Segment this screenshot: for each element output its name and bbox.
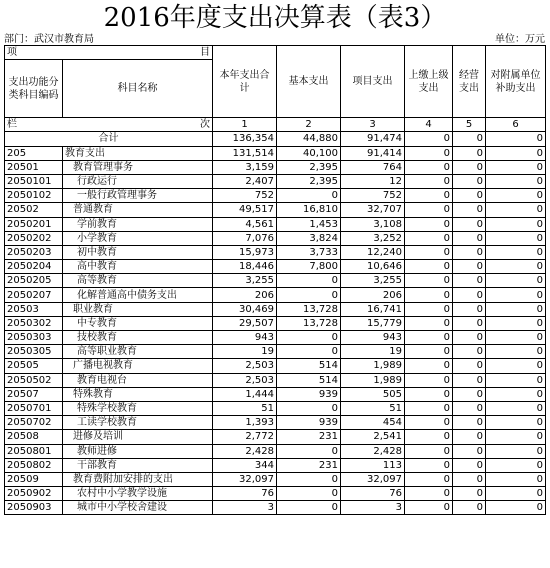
table-row	[5, 260, 546, 274]
cell-business: 0	[453, 174, 486, 188]
table-row	[5, 359, 546, 373]
cell-basic: 939	[277, 387, 341, 401]
cell-code: 2050802	[5, 458, 63, 472]
cell-project: 19	[341, 345, 405, 359]
table-row	[5, 501, 546, 515]
cell-code: 20501	[5, 160, 63, 174]
cell-basic: 0	[277, 288, 341, 302]
cell-subsidy: 0	[486, 487, 546, 501]
cell-name: 化解普通高中债务支出	[63, 288, 213, 302]
cell-upper: 0	[405, 331, 453, 345]
cell-basic: 514	[277, 359, 341, 373]
cell-business: 0	[453, 444, 486, 458]
cell-subsidy: 0	[486, 416, 546, 430]
cell-subsidy: 0	[486, 302, 546, 316]
table-row	[5, 444, 546, 458]
cell-total: 51	[213, 401, 277, 415]
cell-name: 进修及培训	[63, 430, 213, 444]
cell-upper: 0	[405, 288, 453, 302]
table-row	[5, 174, 546, 188]
cell-upper: 0	[405, 231, 453, 245]
cell-subsidy: 0	[486, 345, 546, 359]
cell-business: 0	[453, 458, 486, 472]
cell-name: 高等教育	[63, 274, 213, 288]
cell-code: 205	[5, 146, 63, 160]
cell-project: 91,474	[341, 132, 405, 146]
cell-basic: 0	[277, 345, 341, 359]
cell-name: 高中教育	[63, 260, 213, 274]
header-lan-cell	[5, 118, 213, 132]
cell-project: 113	[341, 458, 405, 472]
cell-business: 0	[453, 373, 486, 387]
table-row	[5, 231, 546, 245]
cell-name: 初中教育	[63, 245, 213, 259]
cell-total: 49,517	[213, 203, 277, 217]
cell-basic: 0	[277, 331, 341, 345]
cell-name: 高等职业教育	[63, 345, 213, 359]
cell-basic: 44,880	[277, 132, 341, 146]
cell-subsidy: 0	[486, 288, 546, 302]
cell-upper: 0	[405, 189, 453, 203]
cell-business: 0	[453, 288, 486, 302]
cell-name: 普通教育	[63, 203, 213, 217]
cell-business: 0	[453, 231, 486, 245]
table-row	[5, 458, 546, 472]
cell-code: 2050205	[5, 274, 63, 288]
cell-name: 技校教育	[63, 331, 213, 345]
table-row	[5, 401, 546, 415]
cell-total: 344	[213, 458, 277, 472]
cell-upper: 0	[405, 245, 453, 259]
cell-name: 中专教育	[63, 316, 213, 330]
cell-basic: 3,824	[277, 231, 341, 245]
cell-code: 20505	[5, 359, 63, 373]
cell-subsidy: 0	[486, 231, 546, 245]
cell-project: 15,779	[341, 316, 405, 330]
cell-total: 4,561	[213, 217, 277, 231]
cell-project: 12	[341, 174, 405, 188]
cell-basic: 0	[277, 189, 341, 203]
cell-subsidy: 0	[486, 217, 546, 231]
header-lan-left: 栏	[7, 119, 17, 131]
cell-code: 2050801	[5, 444, 63, 458]
cell-business: 0	[453, 345, 486, 359]
cell-business: 0	[453, 274, 486, 288]
cell-upper: 0	[405, 203, 453, 217]
cell-project: 3	[341, 501, 405, 515]
cell-total: 3	[213, 501, 277, 515]
cell-total: 7,076	[213, 231, 277, 245]
cell-basic: 0	[277, 274, 341, 288]
cell-basic: 0	[277, 444, 341, 458]
cell-project: 3,255	[341, 274, 405, 288]
cell-code: 2050102	[5, 189, 63, 203]
cell-project: 2,541	[341, 430, 405, 444]
cell-project: 32,707	[341, 203, 405, 217]
cell-code: 20507	[5, 387, 63, 401]
cell-name: 小学教育	[63, 231, 213, 245]
cell-upper: 0	[405, 458, 453, 472]
table-row	[5, 146, 546, 160]
cell-code: 2050302	[5, 316, 63, 330]
cell-total: 3,255	[213, 274, 277, 288]
cell-upper: 0	[405, 359, 453, 373]
cell-total: 29,507	[213, 316, 277, 330]
table-row	[5, 387, 546, 401]
cell-subsidy: 0	[486, 174, 546, 188]
cell-code: 2050305	[5, 345, 63, 359]
page-title: 2016年度支出决算表（表3）	[103, 3, 447, 33]
cell-total: 1,444	[213, 387, 277, 401]
cell-upper: 0	[405, 430, 453, 444]
cell-total: 3,159	[213, 160, 277, 174]
cell-basic: 0	[277, 501, 341, 515]
cell-name: 职业教育	[63, 302, 213, 316]
cell-business: 0	[453, 260, 486, 274]
cell-business: 0	[453, 416, 486, 430]
cell-subsidy: 0	[486, 401, 546, 415]
table-row	[5, 472, 546, 486]
index-cell: 5	[453, 118, 486, 132]
cell-project: 1,989	[341, 373, 405, 387]
cell-name: 城市中小学校舍建设	[63, 501, 213, 515]
cell-upper: 0	[405, 274, 453, 288]
cell-basic: 13,728	[277, 316, 341, 330]
cell-code: 2050303	[5, 331, 63, 345]
table-row	[5, 316, 546, 330]
cell-code: 20503	[5, 302, 63, 316]
cell-code: 20508	[5, 430, 63, 444]
table-row	[5, 430, 546, 444]
cell-basic: 2,395	[277, 174, 341, 188]
header-row-index	[5, 118, 546, 132]
table-row	[5, 160, 546, 174]
cell-code: 20502	[5, 203, 63, 217]
cell-upper: 0	[405, 345, 453, 359]
cell-name: 广播电视教育	[63, 359, 213, 373]
unit-label: 单位：万元	[495, 34, 545, 45]
cell-upper: 0	[405, 387, 453, 401]
cell-upper: 0	[405, 316, 453, 330]
cell-code: 2050101	[5, 174, 63, 188]
cell-name: 特殊学校教育	[63, 401, 213, 415]
cell-project: 32,097	[341, 472, 405, 486]
cell-project: 752	[341, 189, 405, 203]
cell-basic: 2,395	[277, 160, 341, 174]
cell-project: 505	[341, 387, 405, 401]
cell-subsidy: 0	[486, 444, 546, 458]
cell-business: 0	[453, 245, 486, 259]
cell-subsidy: 0	[486, 501, 546, 515]
cell-subsidy: 0	[486, 359, 546, 373]
cell-project: 3,108	[341, 217, 405, 231]
cell-total: 131,514	[213, 146, 277, 160]
cell-business: 0	[453, 217, 486, 231]
cell-project: 3,252	[341, 231, 405, 245]
cell-total: 32,097	[213, 472, 277, 486]
header-row-item	[5, 46, 546, 60]
cell-upper: 0	[405, 444, 453, 458]
cell-subsidy: 0	[486, 146, 546, 160]
cell-basic: 40,100	[277, 146, 341, 160]
cell-total: 2,428	[213, 444, 277, 458]
cell-subsidy: 0	[486, 274, 546, 288]
cell-code: 2050207	[5, 288, 63, 302]
cell-business: 0	[453, 472, 486, 486]
table-row	[5, 331, 546, 345]
cell-total: 1,393	[213, 416, 277, 430]
cell-business: 0	[453, 316, 486, 330]
cell-basic: 1,453	[277, 217, 341, 231]
cell-name: 干部教育	[63, 458, 213, 472]
table-row	[5, 245, 546, 259]
cell-subsidy: 0	[486, 160, 546, 174]
cell-project: 16,741	[341, 302, 405, 316]
cell-name: 工读学校教育	[63, 416, 213, 430]
cell-subsidy: 0	[486, 245, 546, 259]
header-project: 项目支出	[341, 46, 405, 118]
cell-subsidy: 0	[486, 189, 546, 203]
cell-project: 764	[341, 160, 405, 174]
cell-upper: 0	[405, 472, 453, 486]
cell-business: 0	[453, 387, 486, 401]
table-row	[5, 345, 546, 359]
cell-basic: 7,800	[277, 260, 341, 274]
cell-upper: 0	[405, 174, 453, 188]
cell-total: 136,354	[213, 132, 277, 146]
cell-name: 教育管理事务	[63, 160, 213, 174]
cell-total: 2,503	[213, 373, 277, 387]
index-cell: 2	[277, 118, 341, 132]
expenditure-table	[4, 45, 546, 515]
cell-upper: 0	[405, 132, 453, 146]
cell-business: 0	[453, 487, 486, 501]
table-row	[5, 274, 546, 288]
cell-name: 特殊教育	[63, 387, 213, 401]
header-lan-right: 次	[200, 119, 210, 131]
cell-total: 18,446	[213, 260, 277, 274]
cell-upper: 0	[405, 401, 453, 415]
cell-name: 农村中小学教学设施	[63, 487, 213, 501]
header-item-right: 目	[200, 47, 210, 59]
cell-subsidy: 0	[486, 331, 546, 345]
cell-total: 15,973	[213, 245, 277, 259]
cell-business: 0	[453, 401, 486, 415]
cell-business: 0	[453, 359, 486, 373]
cell-project: 943	[341, 331, 405, 345]
cell-total: 752	[213, 189, 277, 203]
cell-project: 2,428	[341, 444, 405, 458]
cell-subsidy: 0	[486, 132, 546, 146]
cell-subsidy: 0	[486, 472, 546, 486]
table-row	[5, 203, 546, 217]
index-cell: 3	[341, 118, 405, 132]
cell-code: 2050903	[5, 501, 63, 515]
cell-basic: 231	[277, 458, 341, 472]
cell-total: 206	[213, 288, 277, 302]
cell-basic: 0	[277, 472, 341, 486]
cell-upper: 0	[405, 302, 453, 316]
cell-project: 51	[341, 401, 405, 415]
header-total: 本年支出合计	[213, 46, 277, 118]
cell-name: 学前教育	[63, 217, 213, 231]
header-subsidy: 对附属单位补助支出	[486, 46, 546, 118]
cell-total: 2,772	[213, 430, 277, 444]
index-cell: 4	[405, 118, 453, 132]
cell-code: 2050702	[5, 416, 63, 430]
cell-name: 教育电视台	[63, 373, 213, 387]
department-label: 部门：武汉市教育局	[4, 34, 94, 45]
cell-business: 0	[453, 203, 486, 217]
cell-business: 0	[453, 160, 486, 174]
cell-total: 943	[213, 331, 277, 345]
cell-upper: 0	[405, 146, 453, 160]
header-upper: 上缴上级支出	[405, 46, 453, 118]
cell-business: 0	[453, 501, 486, 515]
cell-business: 0	[453, 132, 486, 146]
table-row	[5, 189, 546, 203]
cell-total: 76	[213, 487, 277, 501]
cell-total: 30,469	[213, 302, 277, 316]
cell-basic: 0	[277, 487, 341, 501]
cell-subsidy: 0	[486, 373, 546, 387]
cell-upper: 0	[405, 217, 453, 231]
cell-subsidy: 0	[486, 203, 546, 217]
cell-business: 0	[453, 430, 486, 444]
cell-basic: 939	[277, 416, 341, 430]
cell-business: 0	[453, 302, 486, 316]
table-row	[5, 288, 546, 302]
cell-project: 91,414	[341, 146, 405, 160]
header-item-left: 项	[7, 47, 17, 59]
cell-basic: 0	[277, 401, 341, 415]
cell-code: 2050204	[5, 260, 63, 274]
cell-subsidy: 0	[486, 430, 546, 444]
cell-name: 教育支出	[63, 146, 213, 160]
cell-project: 10,646	[341, 260, 405, 274]
cell-upper: 0	[405, 487, 453, 501]
cell-upper: 0	[405, 160, 453, 174]
cell-upper: 0	[405, 416, 453, 430]
cell-code: 2050701	[5, 401, 63, 415]
table-row	[5, 416, 546, 430]
cell-basic: 16,810	[277, 203, 341, 217]
cell-name: 教育费附加安排的支出	[63, 472, 213, 486]
header-item-cell	[5, 46, 213, 60]
cell-basic: 231	[277, 430, 341, 444]
cell-total: 2,407	[213, 174, 277, 188]
cell-code: 2050902	[5, 487, 63, 501]
header-name: 科目名称	[63, 60, 213, 118]
cell-basic: 3,733	[277, 245, 341, 259]
cell-project: 12,240	[341, 245, 405, 259]
cell-code: 2050502	[5, 373, 63, 387]
cell-upper: 0	[405, 373, 453, 387]
cell-total: 19	[213, 345, 277, 359]
cell-project: 206	[341, 288, 405, 302]
cell-code: 2050201	[5, 217, 63, 231]
index-cell: 6	[486, 118, 546, 132]
cell-name: 教师进修	[63, 444, 213, 458]
table-row	[5, 302, 546, 316]
header-code: 支出功能分类科目编码	[5, 60, 63, 118]
cell-name: 一般行政管理事务	[63, 189, 213, 203]
table-row	[5, 487, 546, 501]
cell-business: 0	[453, 146, 486, 160]
cell-upper: 0	[405, 260, 453, 274]
header-business: 经营支出	[453, 46, 486, 118]
cell-business: 0	[453, 331, 486, 345]
cell-code: 2050202	[5, 231, 63, 245]
cell-project: 454	[341, 416, 405, 430]
total-row	[5, 132, 546, 146]
cell-upper: 0	[405, 501, 453, 515]
cell-subsidy: 0	[486, 316, 546, 330]
cell-subsidy: 0	[486, 387, 546, 401]
cell-basic: 13,728	[277, 302, 341, 316]
header-basic: 基本支出	[277, 46, 341, 118]
cell-subsidy: 0	[486, 260, 546, 274]
table-row	[5, 373, 546, 387]
cell-code: 2050203	[5, 245, 63, 259]
cell-project: 1,989	[341, 359, 405, 373]
cell-subsidy: 0	[486, 458, 546, 472]
cell-project: 76	[341, 487, 405, 501]
table-row	[5, 217, 546, 231]
cell-name: 行政运行	[63, 174, 213, 188]
total-label: 合计	[5, 132, 213, 146]
cell-total: 2,503	[213, 359, 277, 373]
index-cell: 1	[213, 118, 277, 132]
cell-code: 20509	[5, 472, 63, 486]
cell-basic: 514	[277, 373, 341, 387]
cell-business: 0	[453, 189, 486, 203]
